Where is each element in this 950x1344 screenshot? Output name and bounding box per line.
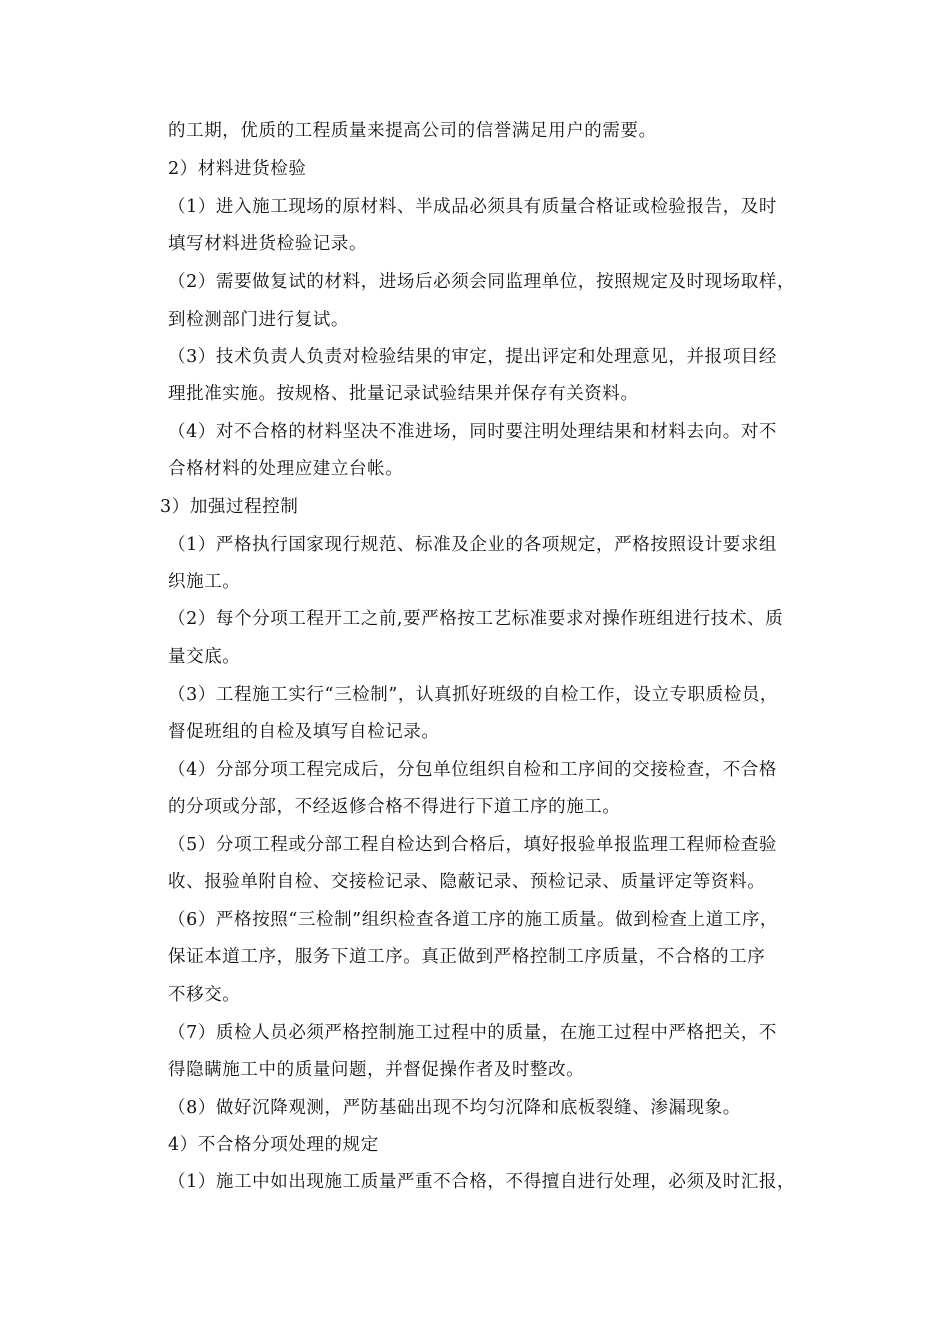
text-line: 的工期，优质的工程质量来提高公司的信誉满足用户的需要。: [168, 121, 657, 141]
text-line: （8）做好沉降观测，严防基础出现不均匀沉降和底板裂缝、渗漏现象。: [168, 1098, 741, 1118]
text-line: 的分项或分部，不经返修合格不得进行下道工序的施工。: [168, 797, 621, 817]
text-line: （3）技术负责人负责对检验结果的审定，提出评定和处理意见，并报项目经: [168, 347, 778, 367]
text-line: （2）需要做复试的材料，进场后必须会同监理单位，按照规定及时现场取样，: [168, 272, 796, 292]
text-line: 督促班组的自检及填写自检记录。: [168, 722, 440, 742]
text-line: 织施工。: [168, 572, 241, 592]
text-line: （2）每个分项工程开工之前,要严格按工艺标准要求对操作班组进行技术、质: [168, 609, 784, 629]
text-line: （1）严格执行国家现行规范、标准及企业的各项规定，严格按照设计要求组: [168, 535, 778, 555]
text-line: 不移交。: [168, 985, 241, 1005]
text-line: 量交底。: [168, 647, 241, 667]
text-line: （6）严格按照“三检制”组织检查各道工序的施工质量。做到检查上道工序，: [168, 910, 779, 930]
text-line: （4）分部分项工程完成后，分包单位组织自检和工序间的交接检查，不合格: [168, 760, 778, 780]
text-line: （4）对不合格的材料坚决不准进场，同时要注明处理结果和材料去向。对不: [168, 422, 778, 442]
section-heading: 3）加强过程控制: [160, 497, 299, 517]
text-line: （7）质检人员必须严格控制施工过程中的质量，在施工过程中严格把关，不: [168, 1023, 778, 1043]
text-line: 收、报验单附自检、交接检记录、隐蔽记录、预检记录、质量评定等资料。: [168, 872, 766, 892]
text-line: （3）工程施工实行“三检制”，认真抓好班级的自检工作，设立专职质检员，: [168, 685, 779, 705]
section-heading: 4）不合格分项处理的规定: [168, 1135, 379, 1155]
text-line: （1）进入施工现场的原材料、半成品必须具有质量合格证或检验报告，及时: [168, 197, 778, 217]
text-line: 得隐瞒施工中的质量问题，并督促操作者及时整改。: [168, 1060, 585, 1080]
text-line: 合格材料的处理应建立台帐。: [168, 459, 404, 479]
text-line: 填写材料进货检验记录。: [168, 234, 368, 254]
section-heading: 2）材料进货检验: [168, 159, 307, 179]
text-line: 保证本道工序，服务下道工序。真正做到严格控制工序质量，不合格的工序: [168, 947, 766, 967]
text-line: 理批准实施。按规格、批量记录试验结果并保存有关资料。: [168, 384, 639, 404]
text-line: （5）分项工程或分部工程自检达到合格后，填好报验单报监理工程师检查验: [168, 835, 778, 855]
text-line: 到检测部门进行复试。: [168, 310, 349, 330]
text-line: （1）施工中如出现施工质量严重不合格，不得擅自进行处理，必须及时汇报，: [168, 1172, 796, 1192]
